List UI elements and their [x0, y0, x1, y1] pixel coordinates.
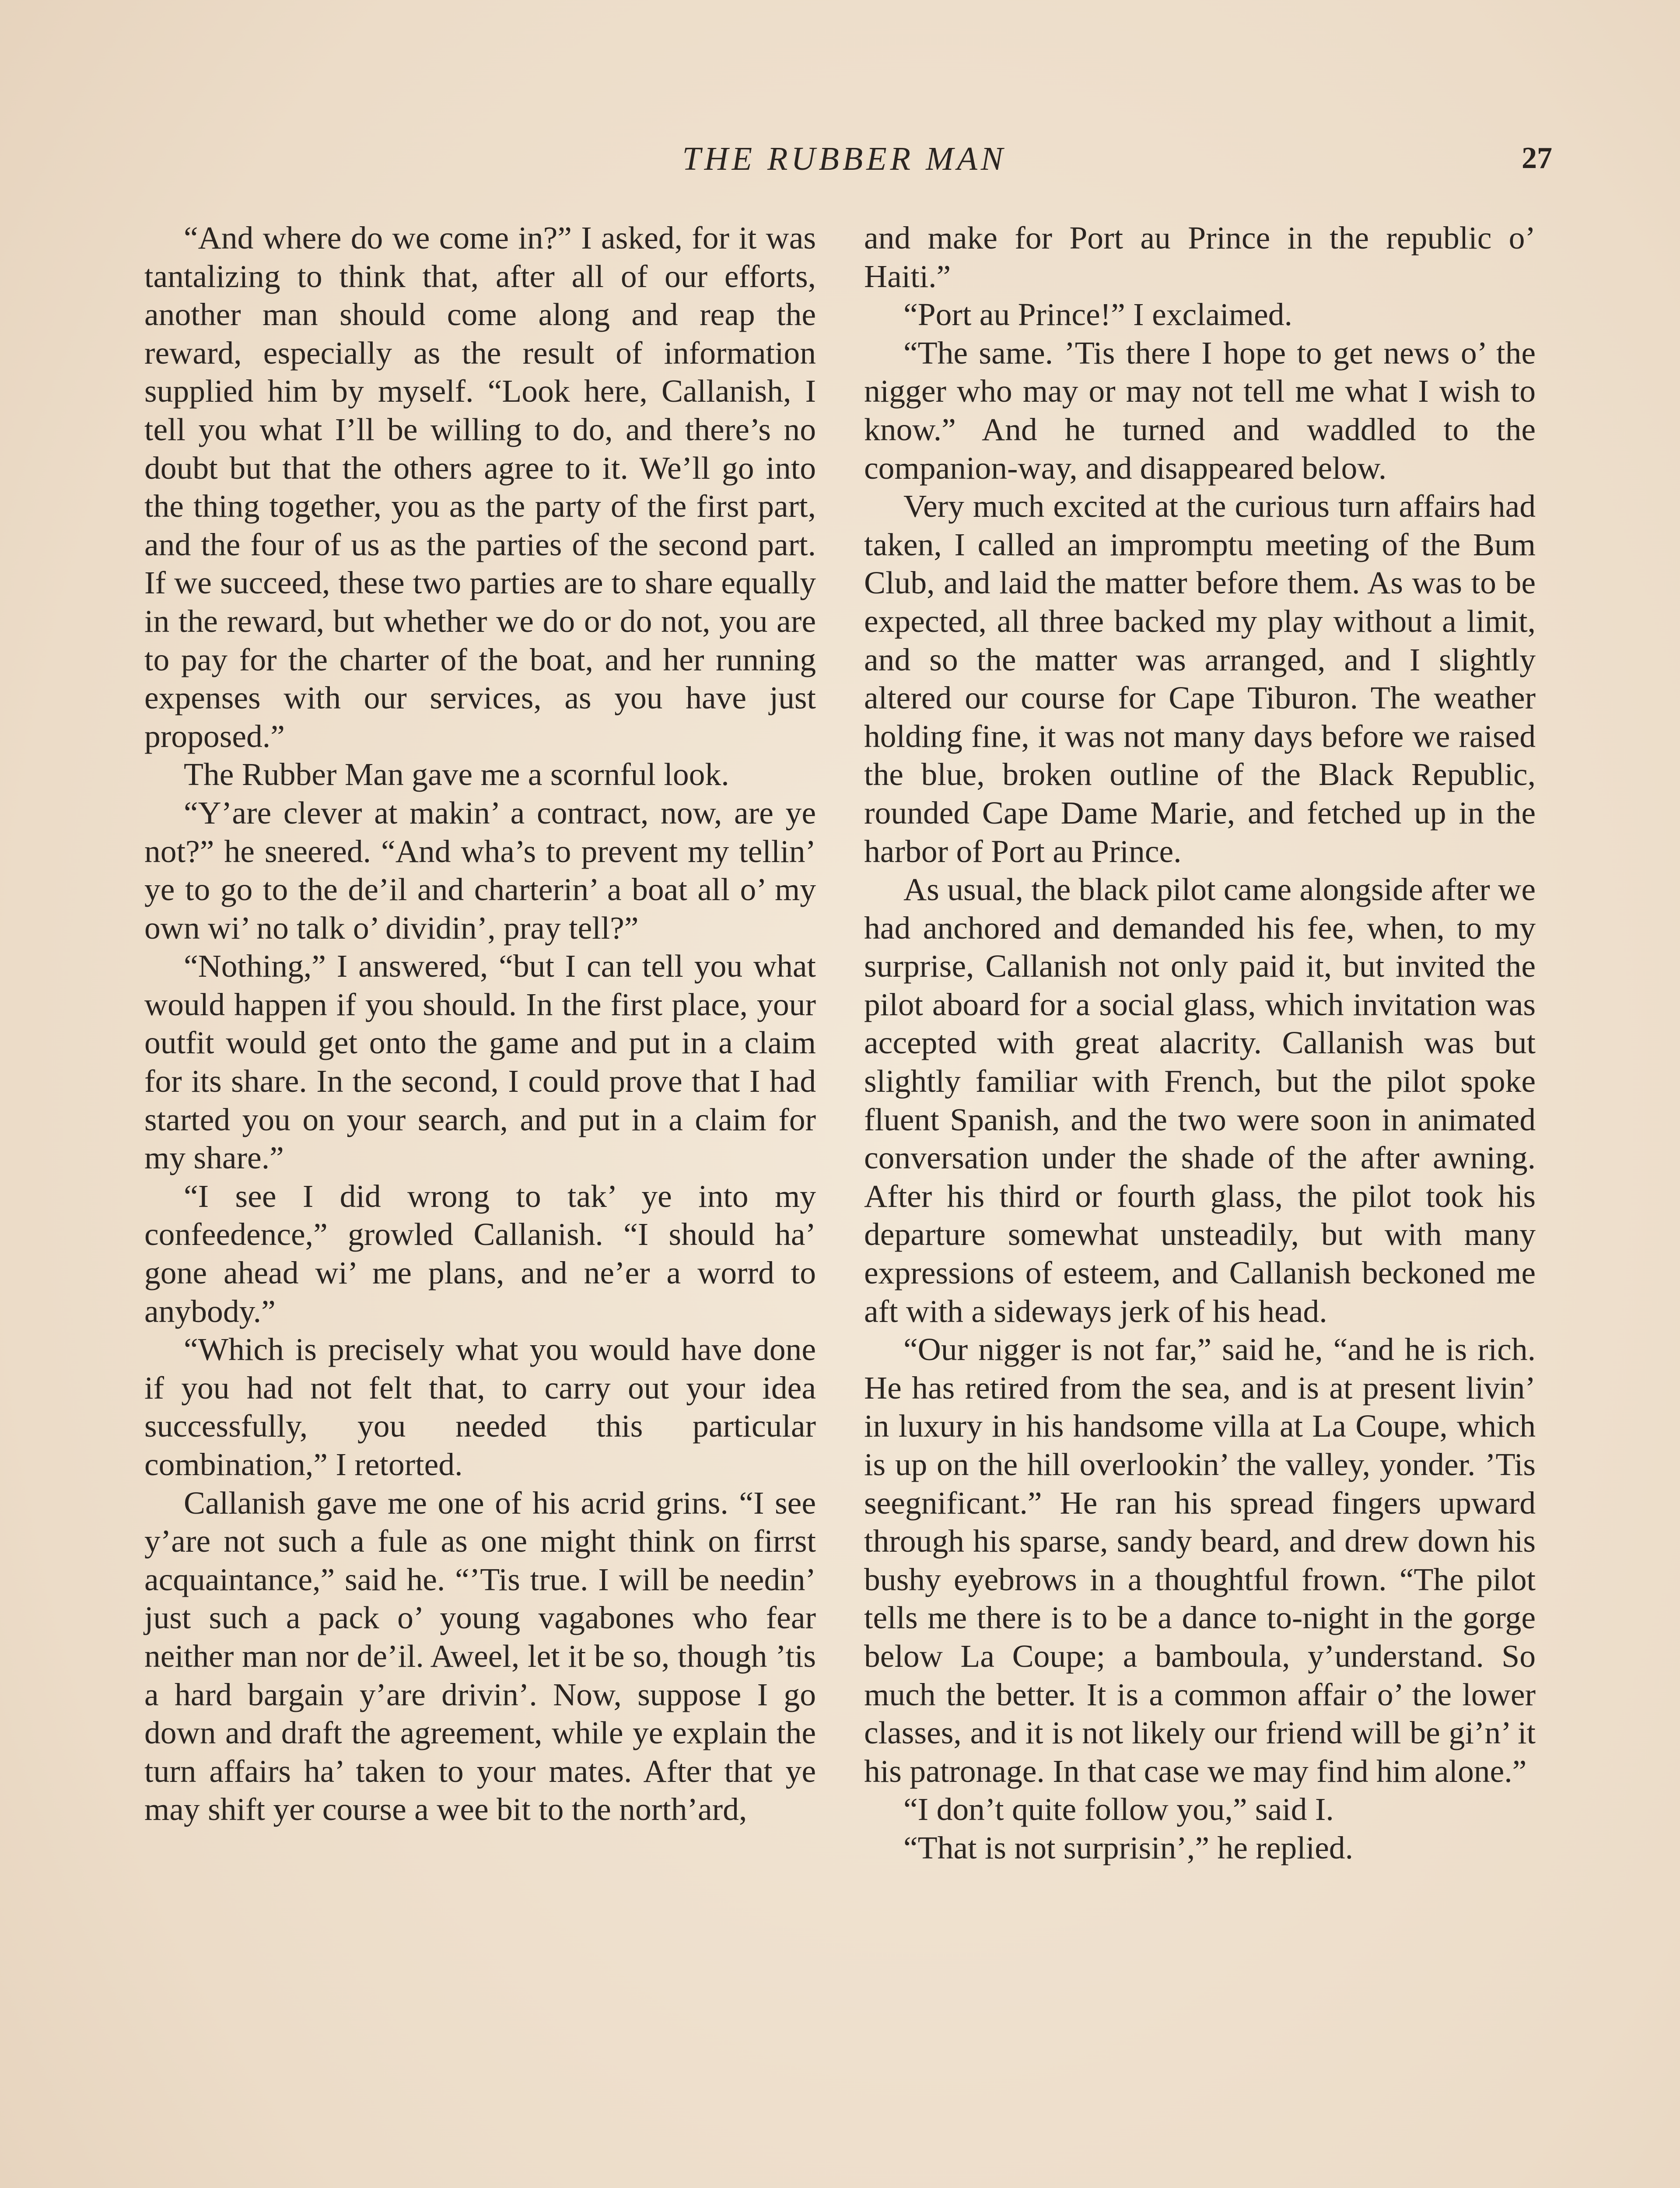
paragraph: “I don’t quite follow you,” said I. [903, 1791, 1334, 1827]
paragraph: “Port au Prince!” I exclaimed. [903, 296, 1292, 333]
paragraph: “Nothing,” I answered, “but I can tell you what would happen if you should. In the first place, your outfit would get onto the game and put in a claim for its share. In the second, I could prove that I had started you on your search, and put in a claim for my share.” [144, 948, 816, 1176]
left-column [144, 219, 816, 1829]
paragraph: Very much excited at the curious turn affairs had taken, I called an impromptu meeting of the Bum Club, and laid the matter before them. As was to be expected, all three backed my play without a limit, and so the matter was arranged, and I slightly altered our course for Cape Tiburon. The weather holding fine, it was not many days before we raised the blue, broken outline of the Black Republic, rounded Cape Dame Marie, and fetched up in the harbor of Port au Prince. [864, 488, 1536, 869]
paragraph: “Our nigger is not far,” said he, “and he is rich. He has retired from the sea, and is at present livin’ in luxury in his handsome villa at La Coupe, which is up on the hill overlookin’ the valley, yonder. ’Tis seegnificant.” He ran his spread fingers upward through his sparse, sandy beard, and drew down his bushy eyebrows in a thoughtful frown. “The pilot tells me there is to be a dance to-night in the gorge below La Coupe; a bamboula, y’understand. So much the better. It is a common affair o’ the lower classes, and it is not likely our friend will be gi’n’ it his patronage. In that case we may find him alone.” [864, 1331, 1536, 1789]
running-head: THE RUBBER MAN [682, 140, 1007, 177]
right-column [864, 219, 1536, 1867]
paragraph: Callanish gave me one of his acrid grins. “I see y’are not such a fule as one might think on firrst acquaintance,” said he. “’Tis true. I will be needin’ just such a pack o’ young vagabones who fear neither man nor de’il. Aweel, let it be so, though ’tis a hard bargain y’are drivin’. Now, suppose I go down and draft the agreement, while ye explain the turn affairs ha’ taken to your mates. After that ye may shift yer course a wee bit to the north’ard, [144, 1484, 816, 1827]
paragraph: “The same. ’Tis there I hope to get news o’ the nigger who may or may not tell me what I wish to know.” And he turned and waddled to the companion-way, and disappeared below. [864, 334, 1536, 486]
paragraph: “Which is precisely what you would have done if you had not felt that, to carry out your idea successfully, you needed this particular combination,” I retorted. [144, 1331, 816, 1482]
paragraph-continuation: and make for Port au Prince in the republic o’ Haiti.” [864, 220, 1536, 294]
paragraph: “That is not surprisin’,” he replied. [903, 1829, 1353, 1865]
paragraph: As usual, the black pilot came alongside after we had anchored and demanded his fee, when, to my surprise, Callanish not only paid it, but invited the pilot aboard for a social glass, which invitation was accepted with great alacrity. Callanish was but slightly familiar with French, but the pilot spoke fluent Spanish, and the two were soon in animated conversation under the shade of the after awning. After his third or fourth glass, the pilot took his departure somewhat unsteadily, but with many expressions of esteem, and Callanish beckoned me aft with a sideways jerk of his head. [864, 871, 1536, 1329]
paragraph: “And where do we come in?” I asked, for it was tantalizing to think that, after all of our efforts, another man should come along and reap the reward, especially as the result of information supplied him by myself. “Look here, Callanish, I tell you what I’ll be willing to do, and there’s no doubt but that the others agree to it. We’ll go into the thing together, you as the party of the first part, and the four of us as the parties of the second part. If we succeed, these two parties are to share equally in the reward, but whether we do or do not, you are to pay for the charter of the boat, and her running expenses with our services, as you have just proposed.” [144, 220, 816, 754]
paragraph: “Y’are clever at makin’ a contract, now, are ye not?” he sneered. “And wha’s to prevent my tellin’ ye to go to the de’il and charterin’ a boat all o’ my own wi’ no talk o’ dividin’, pray tell?” [144, 794, 816, 946]
page-number: 27 [1522, 141, 1552, 175]
paragraph: The Rubber Man gave me a scornful look. [184, 756, 729, 792]
paragraph: “I see I did wrong to tak’ ye into my confeedence,” growled Callanish. “I should ha’ gone ahead wi’ me plans, and ne’er a worrd to anybody.” [144, 1178, 816, 1329]
